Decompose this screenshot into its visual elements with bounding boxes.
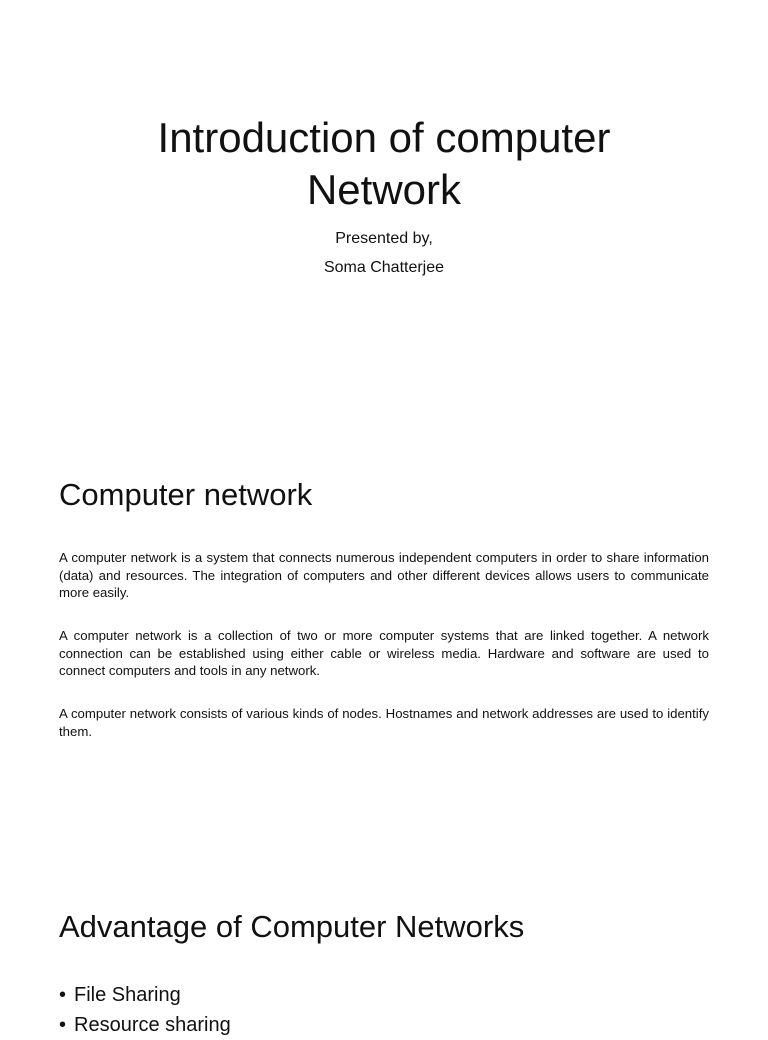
presenter-name: Soma Chatterjee bbox=[323, 259, 445, 276]
paragraph-collection: A computer network is a collection of two or more computer systems that are linked together. A network connection can be established using either cable or wireless media. Hardware and software are used to connect computers and tools in any network. bbox=[59, 628, 709, 678]
presentation-title bbox=[60, 112, 708, 216]
bullet-icon: • bbox=[59, 984, 67, 1006]
title-line-2: Network bbox=[306, 166, 462, 213]
list-item bbox=[59, 1010, 709, 1040]
slide-heading: Advantage of Computer Networks bbox=[59, 909, 525, 944]
computer-network-slide bbox=[0, 432, 768, 864]
title-line-1: Introduction of computer bbox=[157, 114, 611, 161]
list-item bbox=[59, 980, 709, 1010]
list-item-label: File Sharing bbox=[74, 984, 181, 1006]
advantages-list bbox=[59, 980, 709, 1040]
presented-by-label: Presented by, bbox=[335, 230, 433, 247]
list-item-label: Resource sharing bbox=[74, 1014, 231, 1036]
advantages-slide bbox=[0, 864, 768, 1036]
paragraph-nodes: A computer network consists of various kinds of nodes. Hostnames and network addresses are used to identify them. bbox=[59, 706, 709, 739]
paragraph-definition: A computer network is a system that connects numerous independent computers in order to share information (data) and resources. The integration of computers and other different devices allows users to communicate more easily. bbox=[59, 550, 709, 600]
slide-heading: Computer network bbox=[59, 477, 313, 512]
bullet-icon: • bbox=[59, 1014, 67, 1036]
title-slide bbox=[0, 0, 768, 432]
